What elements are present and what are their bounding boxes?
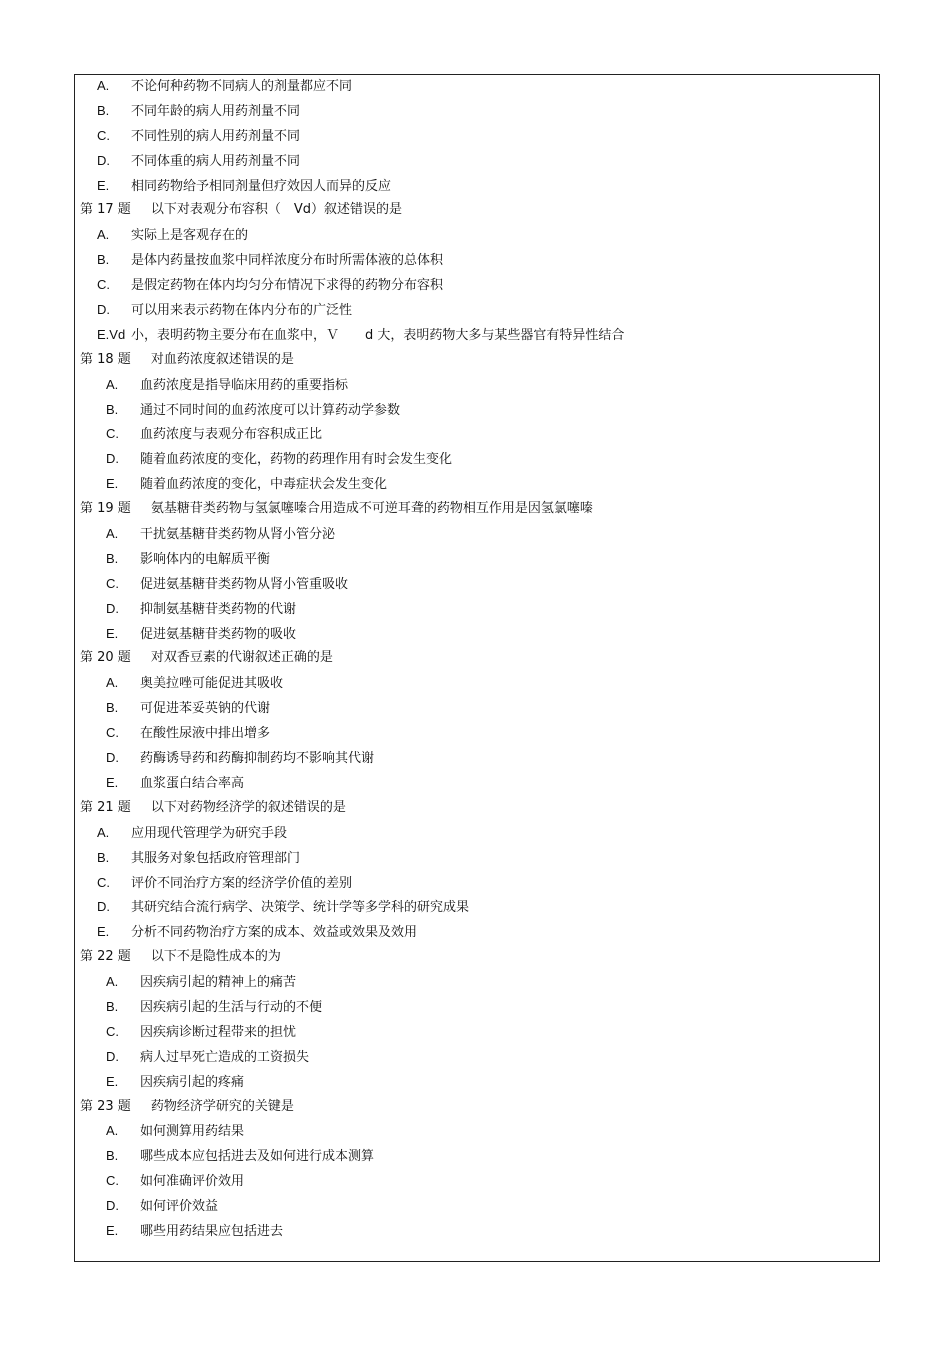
question-text: 以下对药物经济学的叙述错误的是 <box>150 799 346 815</box>
answer-option <box>80 1144 875 1169</box>
option-label: B. <box>106 550 119 566</box>
option-text: 在酸性尿液中排出增多 <box>140 726 271 742</box>
answer-option <box>80 124 875 149</box>
option-text: 通过不同时间的血药浓度可以计算药动学参数 <box>140 402 401 418</box>
option-label: D. <box>106 451 119 467</box>
answer-option <box>80 871 875 896</box>
answer-option <box>80 323 875 348</box>
answer-option <box>80 1070 875 1095</box>
option-text: 是体内药量按血浆中同样浓度分布时所需体液的总体积 <box>131 253 444 269</box>
question-stem <box>80 646 875 671</box>
option-text: 不同性别的病人用药剂量不同 <box>131 128 301 144</box>
question-stem <box>80 348 875 373</box>
answer-option <box>80 1119 875 1144</box>
question-number: 第 21 题 <box>80 799 131 815</box>
answer-option <box>80 597 875 622</box>
answer-option <box>80 846 875 871</box>
question-number: 第 20 题 <box>80 650 131 666</box>
option-text: 随着血药浓度的变化，中毒症状会发生变化 <box>140 477 388 493</box>
question-text: 对双香豆素的代谢叙述正确的是 <box>150 650 333 666</box>
option-label: B. <box>97 102 110 118</box>
answer-option <box>80 547 875 572</box>
option-text: 应用现代管理学为研究手段 <box>131 825 288 841</box>
option-text: 如何评价效益 <box>140 1199 219 1215</box>
option-label: B. <box>106 700 119 716</box>
option-text: 病人过早死亡造成的工资损失 <box>140 1049 310 1065</box>
question-stem <box>80 497 875 522</box>
answer-option <box>80 149 875 174</box>
option-label: A. <box>97 227 110 243</box>
question-number: 第 17 题 <box>80 202 131 218</box>
option-text: 因疾病引起的精神上的痛苦 <box>140 975 297 991</box>
answer-option <box>80 746 875 771</box>
option-label: C. <box>106 1023 119 1039</box>
option-label: A. <box>106 675 119 691</box>
question-stem <box>80 945 875 970</box>
answer-option <box>80 995 875 1020</box>
question-text: 药物经济学研究的关键是 <box>150 1098 294 1114</box>
option-text: 可以用来表示药物在体内分布的广泛性 <box>131 303 353 319</box>
option-text: 不同年龄的病人用药剂量不同 <box>131 103 301 119</box>
option-text: 可促进苯妥英钠的代谢 <box>140 701 271 717</box>
option-label: C. <box>106 575 119 591</box>
option-text: 奥美拉唑可能促进其吸收 <box>140 676 284 692</box>
option-label: C. <box>106 1173 119 1189</box>
option-label: E.Vd <box>97 326 126 342</box>
option-label: E. <box>97 924 110 940</box>
question-stem <box>80 198 875 223</box>
option-label: E. <box>106 774 119 790</box>
answer-option <box>80 1020 875 1045</box>
answer-option <box>80 74 875 99</box>
answer-option <box>80 821 875 846</box>
question-text: 以下不是隐性成本的为 <box>150 949 281 965</box>
option-text: 不论何种药物不同病人的剂量都应不同 <box>131 79 353 94</box>
option-text: 相同药物给予相同剂量但疗效因人而异的反应 <box>131 178 392 194</box>
answer-option <box>80 447 875 472</box>
question-text: 氨基糖苷类药物与氢氯噻嗪合用造成不可逆耳聋的药物相互作用是因氢氯噻嗪 <box>150 501 593 517</box>
option-label: D. <box>106 1048 119 1064</box>
option-text: 哪些成本应包括进去及如何进行成本测算 <box>140 1149 375 1165</box>
question-number: 第 23 题 <box>80 1098 131 1114</box>
option-text: 因疾病引起的疼痛 <box>140 1074 245 1090</box>
option-label: A. <box>106 1123 119 1139</box>
answer-option <box>80 721 875 746</box>
option-text: 其研究结合流行病学、决策学、统计学等多学科的研究成果 <box>131 900 470 916</box>
option-label: A. <box>97 78 110 93</box>
option-label: D. <box>106 600 119 616</box>
option-label: E. <box>106 476 119 492</box>
option-text: 不同体重的病人用药剂量不同 <box>131 153 301 169</box>
option-label: B. <box>106 401 119 417</box>
option-text: 抑制氨基糖苷类药物的代谢 <box>140 601 297 617</box>
option-text: 评价不同治疗方案的经济学价值的差别 <box>131 875 353 891</box>
option-label: B. <box>106 998 119 1014</box>
answer-option <box>80 1169 875 1194</box>
option-text: 血药浓度与表观分布容积成正比 <box>140 427 323 443</box>
option-text: 促进氨基糖苷类药物从肾小管重吸收 <box>140 576 349 592</box>
option-text: 如何测算用药结果 <box>140 1124 245 1140</box>
answer-option <box>80 696 875 721</box>
option-text: 随着血药浓度的变化，药物的药理作用有时会发生变化 <box>140 452 453 468</box>
answer-option <box>80 174 875 199</box>
question-number: 第 19 题 <box>80 501 131 517</box>
answer-option <box>80 572 875 597</box>
answer-option <box>80 671 875 696</box>
question-number: 第 22 题 <box>80 949 131 965</box>
option-text: 分析不同药物治疗方案的成本、效益或效果及效用 <box>131 925 418 941</box>
answer-option <box>80 398 875 423</box>
answer-option <box>80 771 875 796</box>
option-label: E. <box>106 1073 119 1089</box>
answer-option <box>80 99 875 124</box>
option-text: 小，表明药物主要分布在血浆中，Ｖ d 大，表明药物大多与某些器官有特异性结合 <box>131 327 625 343</box>
option-label: D. <box>106 1198 119 1214</box>
option-text: 药酶诱导药和药酶抑制药均不影响其代谢 <box>140 751 375 767</box>
option-label: D. <box>97 899 110 915</box>
option-text: 如何准确评价效用 <box>140 1174 245 1190</box>
question-list <box>80 74 875 1244</box>
option-label: E. <box>106 1222 119 1238</box>
question-number: 第 18 题 <box>80 351 131 367</box>
answer-option <box>80 472 875 497</box>
option-text: 是假定药物在体内均匀分布情况下求得的药物分布容积 <box>131 278 444 294</box>
question-text: 对血药浓度叙述错误的是 <box>150 351 294 367</box>
option-label: A. <box>97 824 110 840</box>
question-stem <box>80 1095 875 1120</box>
option-text: 因疾病引起的生活与行动的不便 <box>140 999 323 1015</box>
option-label: B. <box>106 1148 119 1164</box>
option-label: C. <box>97 874 110 890</box>
option-label: B. <box>97 252 110 268</box>
option-label: A. <box>106 974 119 990</box>
option-text: 因疾病诊断过程带来的担忧 <box>140 1024 297 1040</box>
option-label: D. <box>97 152 110 168</box>
option-text: 影响体内的电解质平衡 <box>140 551 271 567</box>
question-stem <box>80 796 875 821</box>
answer-option <box>80 622 875 647</box>
option-label: A. <box>106 526 119 542</box>
option-label: C. <box>97 127 110 143</box>
option-label: C. <box>106 725 119 741</box>
option-label: E. <box>97 177 110 193</box>
answer-option <box>80 970 875 995</box>
answer-option <box>80 1194 875 1219</box>
answer-option <box>80 298 875 323</box>
option-text: 促进氨基糖苷类药物的吸收 <box>140 626 297 642</box>
option-text: 血浆蛋白结合率高 <box>140 775 245 791</box>
answer-option <box>80 248 875 273</box>
answer-option <box>80 223 875 248</box>
option-text: 哪些用药结果应包括进去 <box>140 1223 284 1239</box>
answer-option <box>80 1045 875 1070</box>
option-label: C. <box>106 426 119 442</box>
option-label: E. <box>106 625 119 641</box>
option-text: 血药浓度是指导临床用药的重要指标 <box>140 377 349 393</box>
option-text: 其服务对象包括政府管理部门 <box>131 850 301 866</box>
answer-option <box>80 920 875 945</box>
answer-option <box>80 1219 875 1244</box>
option-text: 干扰氨基糖苷类药物从肾小管分泌 <box>140 527 336 543</box>
option-label: B. <box>97 849 110 865</box>
question-text: 以下对表观分布容积（ Vd）叙述错误的是 <box>150 202 402 218</box>
answer-option <box>80 895 875 920</box>
option-label: D. <box>106 750 119 766</box>
answer-option <box>80 422 875 447</box>
option-label: C. <box>97 277 110 293</box>
answer-option <box>80 273 875 298</box>
answer-option <box>80 522 875 547</box>
option-label: D. <box>97 302 110 318</box>
answer-option <box>80 373 875 398</box>
option-label: A. <box>106 376 119 392</box>
option-text: 实际上是客观存在的 <box>131 228 249 244</box>
